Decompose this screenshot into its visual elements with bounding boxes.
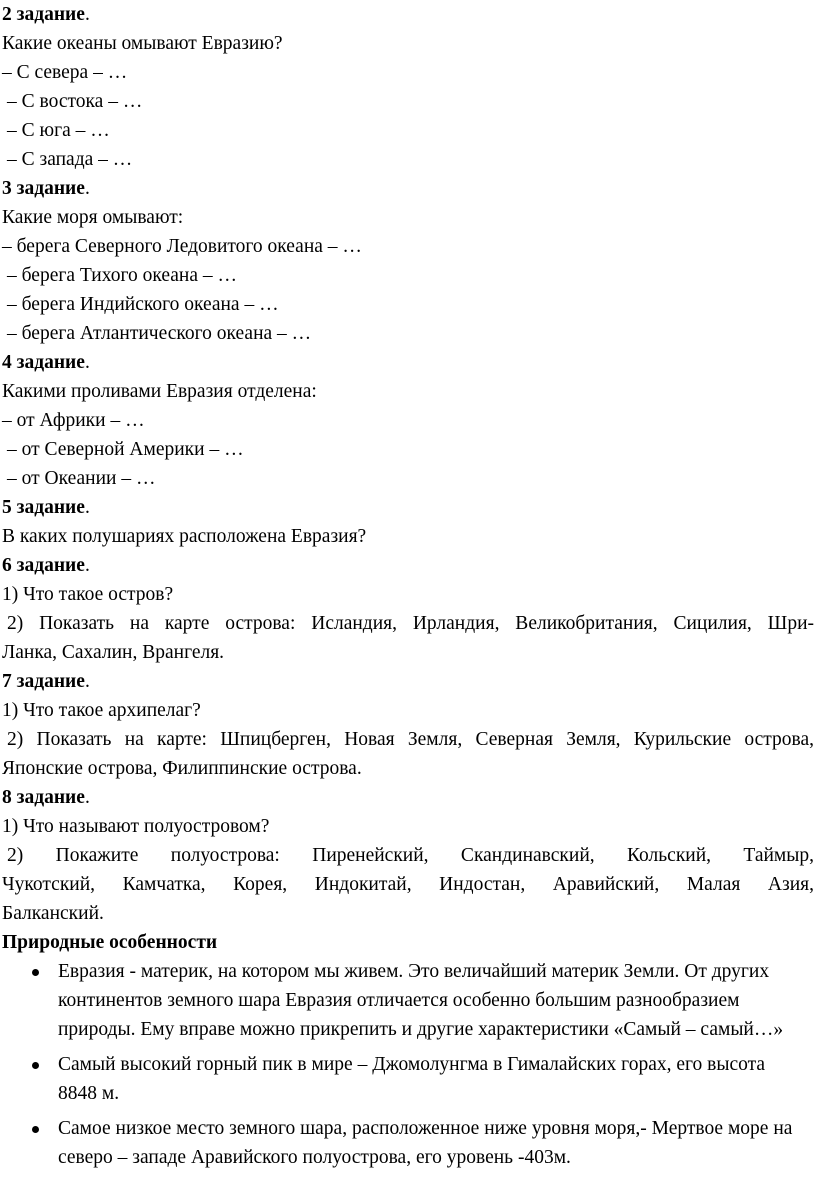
list-item-text: Евразия - материк, на котором мы живем. Это величайший материк Земли. От других континентов земного шара Евразия отличается особенно большим разнообразием природы. Ему вправе можно прикрепить и другие характеристики «Самый – самый…» bbox=[58, 961, 784, 1040]
task-question-continued: Ланка, Сахалин, Врангеля. bbox=[2, 642, 225, 663]
answer-item: – С юга – … bbox=[7, 120, 110, 141]
features-list bbox=[2, 957, 814, 1172]
task-question: Какие океаны омывают Евразию? bbox=[2, 33, 283, 54]
task-question-continued: Японские острова, Филиппинские острова. bbox=[2, 758, 362, 779]
task-heading: 8 задание bbox=[2, 787, 85, 808]
task-6-heading-line: 6 задание. bbox=[2, 555, 90, 576]
list-item-text: Самый высокий горный пик в мире – Джомолунгма в Гималайских горах, его высота 8848 м. bbox=[58, 1054, 766, 1104]
answer-item: – С запада – … bbox=[7, 149, 133, 170]
answer-item: – берега Северного Ледовитого океана – … bbox=[2, 236, 362, 257]
task-question: Какие моря омывают: bbox=[2, 207, 184, 228]
bullet-icon bbox=[32, 969, 39, 976]
answer-item: – от Африки – … bbox=[2, 410, 145, 431]
list-item bbox=[2, 1050, 814, 1108]
answer-item: – С востока – … bbox=[7, 91, 143, 112]
task-question: 1) Что называют полуостровом? bbox=[2, 816, 270, 837]
bullet-icon bbox=[32, 1126, 39, 1133]
bullet-icon bbox=[32, 1062, 39, 1069]
task-heading: 3 задание bbox=[2, 178, 85, 199]
list-item-text: Самое низкое место земного шара, расположенное ниже уровня моря,- Мертвое море на северо – западе Аравийского полуострова, его уровень -403м. bbox=[58, 1118, 793, 1168]
task-question: Какими проливами Евразия отделена: bbox=[2, 381, 317, 402]
task-8-heading-line: 8 задание. bbox=[2, 787, 90, 808]
task-7-heading-line: 7 задание. bbox=[2, 671, 90, 692]
task-heading: 7 задание bbox=[2, 671, 85, 692]
list-item bbox=[2, 1114, 814, 1172]
task-heading: 6 задание bbox=[2, 555, 85, 576]
answer-item: – берега Тихого океана – … bbox=[7, 265, 238, 286]
task-question-continued: Чукотский, Камчатка, Корея, Индокитай, Индостан, Аравийский, Малая Азия, bbox=[2, 874, 814, 895]
task-heading: 5 задание bbox=[2, 497, 85, 518]
answer-item: – от Северной Америки – … bbox=[7, 439, 244, 460]
task-3-heading-line: 3 задание. bbox=[2, 178, 90, 199]
task-question-continued: Балканский. bbox=[2, 903, 104, 924]
task-question: 1) Что такое архипелаг? bbox=[2, 700, 201, 721]
task-2-heading-line: 2 задание. bbox=[2, 4, 90, 25]
task-question: 2) Показать на карте: Шпицберген, Новая Земля, Северная Земля, Курильские острова, bbox=[7, 729, 814, 750]
section-heading: Природные особенности bbox=[2, 932, 218, 953]
list-item bbox=[2, 957, 814, 1044]
task-question: 2) Показать на карте острова: Исландия, Ирландия, Великобритания, Сицилия, Шри- bbox=[7, 613, 814, 634]
answer-item: – берега Атлантического океана – … bbox=[7, 323, 312, 344]
task-5-heading-line: 5 задание. bbox=[2, 497, 90, 518]
answer-item: – С севера – … bbox=[2, 62, 128, 83]
answer-item: – от Океании – … bbox=[7, 468, 156, 489]
task-heading: 4 задание bbox=[2, 352, 85, 373]
task-question: 1) Что такое остров? bbox=[2, 584, 174, 605]
task-question: 2) Покажите полуострова: Пиренейский, Скандинавский, Кольский, Таймыр, bbox=[7, 845, 814, 866]
task-heading: 2 задание bbox=[2, 4, 85, 25]
task-4-heading-line: 4 задание. bbox=[2, 352, 90, 373]
answer-item: – берега Индийского океана – … bbox=[7, 294, 279, 315]
section-heading-line bbox=[2, 928, 814, 957]
task-question: В каких полушариях расположена Евразия? bbox=[2, 526, 367, 547]
